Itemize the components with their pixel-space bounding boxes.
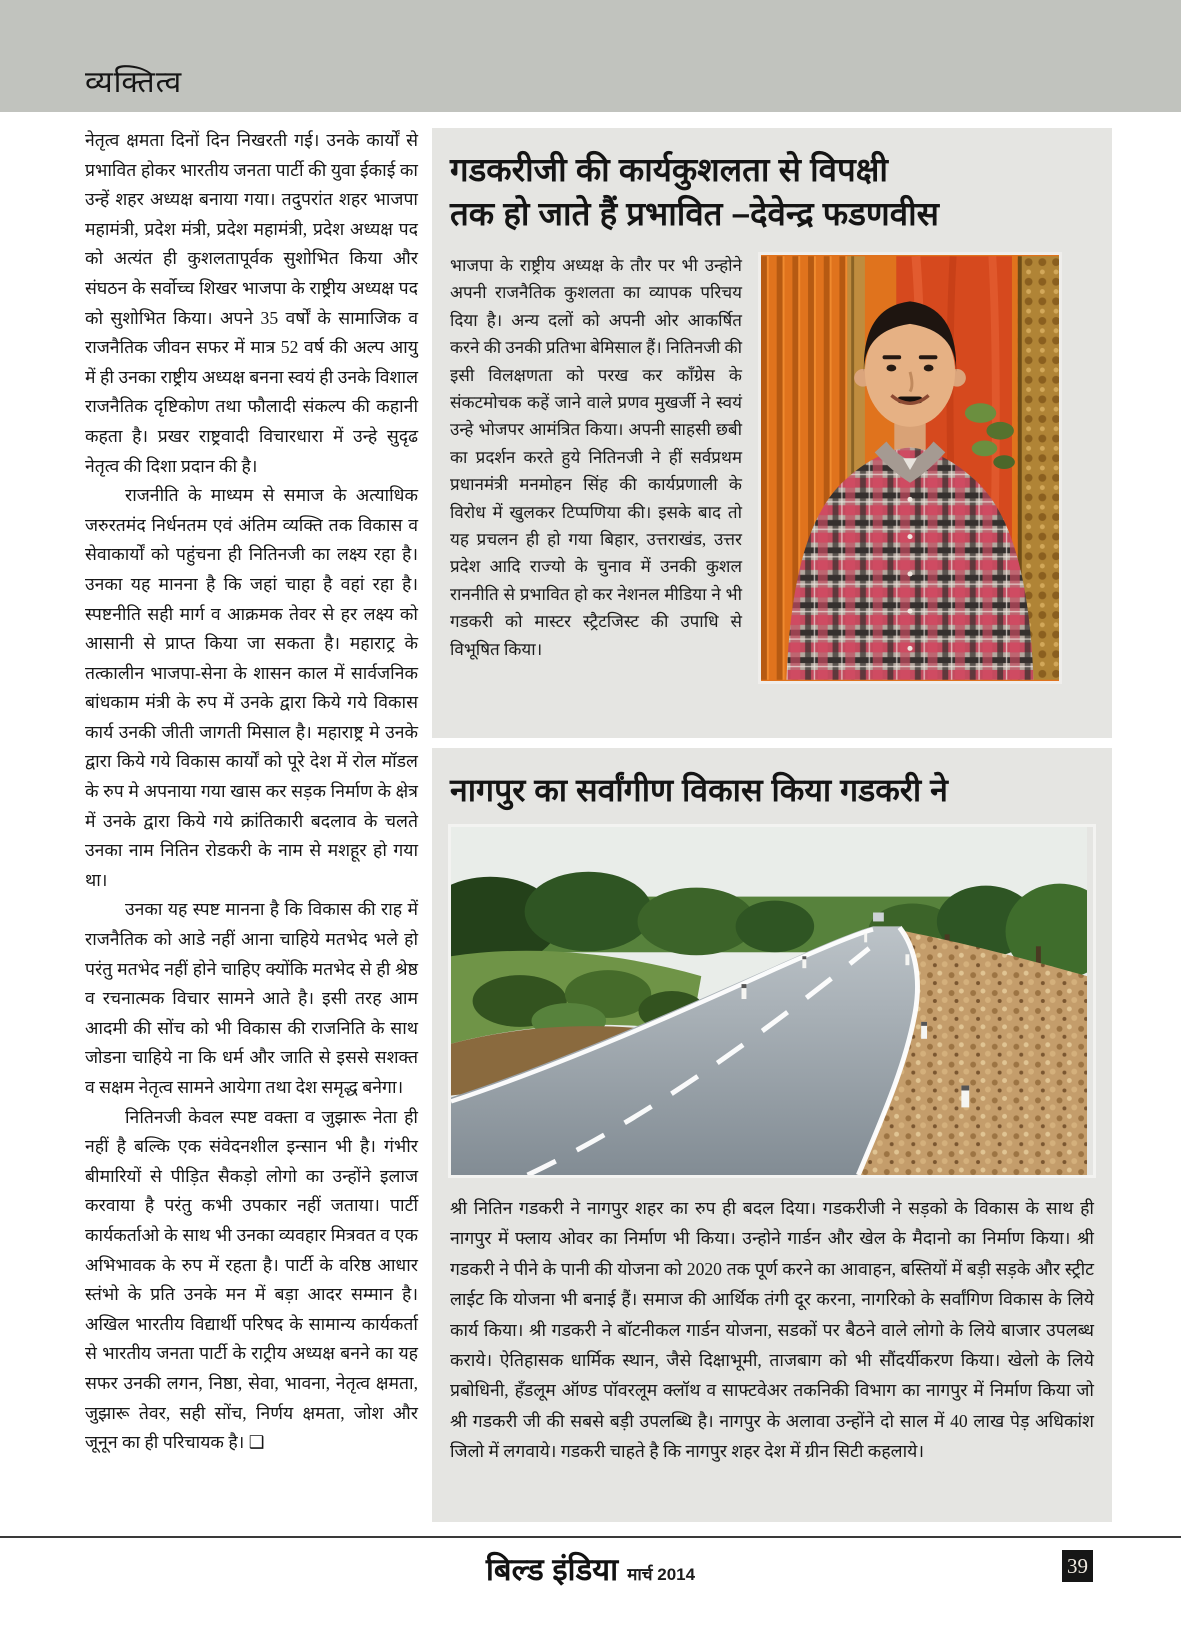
article1-body: भाजपा के राष्ट्रीय अध्यक्ष के तौर पर भी उन्होने अपनी राजनैतिक कुशलता का व्यापक परिचय दिया है। अन्य दलों को अपनी ओर आकर्षित करने की उनकी प्रतिभा बेमिसाल हैं। नितिनजी की इसी विलक्षणता को परख कर काँग्रेस के संकटमोचक कहें जाने वाले प्रणव मुखर्जी ने स्वयं उन्हे भोजपर आमंत्रित किया। अपनी साहसी छबी का प्रदर्शन करते हुये नितिनजी ने हीं सर्वप्रथम प्रधानमंत्री मनमोहन सिंह की कार्यप्रणाली के विरोध में खुलकर टिप्पणिया की। इसके बाद तो यह प्रचलन ही हो गया बिहार, उत्तराखंड, उत्तर प्रदेश आदि राज्यो के चुनाव में उनकी कुशल राननीति से प्रभावित हो कर नेशनल मीडिया ने भी गडकरी को मास्टर स्ट्रैटजिस्ट की उपाधि से विभूषित किया। <box>450 256 742 659</box>
left-paragraph: उनका यह स्पष्ट मानना है कि विकास की राह में राजनैतिक को आडे नहीं आना चाहिये मतभेद भले हो परंतु मतभेद नहीं होने चाहिए क्योंकि मतभेद से ही श्रेष्ठ व रचनात्मक विचार सामने आते है। इसी तरह आम आदमी की सोंच को भी विकास की राजनिति के साथ जोडना चाहिये ना कि धर्म और जाति से इससे सशक्त व सक्षम नेतृत्व सामने आयेगा तथा देश समृद्ध बनेगा। <box>85 899 418 1097</box>
road-photo <box>451 827 1087 1175</box>
page-number-badge: 39 <box>1062 1550 1093 1582</box>
road-photo-frame <box>448 824 1096 1178</box>
article1-panel <box>432 128 1112 738</box>
article2-headline: नागपुर का सर्वांगीण विकास किया गडकरी ने <box>450 772 948 808</box>
left-paragraph: नेतृत्व क्षमता दिनों दिन निखरती गई। उनके कार्यों से प्रभावित होकर भारतीय जनता पार्टी की युवा ईकाई का उन्हें शहर अध्यक्ष बनाया गया। तदुपरांत शहर भाजपा महामंत्री, प्रदेश मंत्री, प्रदेश महामंत्री, प्रदेश अध्यक्ष पद को अत्यंत ही कुशलतापूर्वक सुशोभित किया और संघठन के सर्वोच्च शिखर भाजपा के राष्ट्रीय अध्यक्ष पद को सुशोभित किया। अपने 35 वर्षों के सामाजिक व राजनैतिक जीवन सफर में मात्र 52 वर्ष की अल्प आयु में ही उनका राष्ट्रीय अध्यक्ष बनना स्वयं ही उनके विशाल राजनैतिक दृष्टिकोण तथा फौलादी संकल्प की कहानी कहता है। प्रखर राष्ट्रवादी विचारधारा में उन्हे सुदृढ नेतृत्व की दिशा प्रदान की है। <box>85 130 418 476</box>
left-paragraph: नितिनजी केवल स्पष्ट वक्ता व जुझारू नेता ही नहीं है बल्कि एक संवेदनशील इन्सान भी है। गंभीर बीमारियों से पीड़ित सैकड़ो लोगो का उन्होंने इलाज करवाया है परंतु कभी उपकार नहीं जताया। पार्टी कार्यकर्ताओ के साथ भी उनका व्यवहार मित्रवत व एक अभिभावक के रुप में रहता है। पार्टी के वरिष्ठ आधार स्तंभो के प्रति उनके मन में बड़ा आदर सम्मान है। अखिल भारतीय विद्यार्थी परिषद के सामान्य कार्यकर्ता से भारतीय जनता पार्टी के राट्रीय अध्यक्ष बनने का यह सफर उनकी लगन, निष्ठा, सेवा, भावना, नेतृत्व क्षमता, जुझारू तेवर, सही सोंच, निर्णय क्षमता, जोश और जूनून का ही परिचायक है। ❑ <box>85 1106 418 1453</box>
portrait-photo <box>761 255 1059 681</box>
left-paragraph: राजनीति के माध्यम से समाज के अत्याधिक जरुरतमंद निर्धनतम एवं अंतिम व्यक्ति तक विकास व सेवाकार्यों को पहुंचना ही नितिनजी का लक्ष्य रहा है। उनका यह मानना है कि जहां चाहा है वहां रहा है। स्पष्टनीति सही मार्ग व आक्रमक तेवर से हर लक्ष्य को आसानी से प्राप्त किया जा सकता है। महाराट्र के तत्कालीन भाजपा-सेना के शासन काल में सार्वजनिक बांधकाम मंत्री के रुप में उनके द्वारा किये गये विकास कार्य उनकी जीती जागती मिसाल है। महाराष्ट्र मे उनके द्वारा किये गये विकास कार्यों को पूरे देश में रोल मॉडल के रुप मे अपनाया गया खास कर सड़क निर्माण के क्षेत्र में उनके द्वारा किये गये क्रांतिकारी बदलाव के चलते उनका नाम नितिन रोडकरी के नाम से मशहूर हो गया था। <box>85 485 418 890</box>
left-column <box>85 126 418 1458</box>
article1-headline-line2: तक हो जाते हैं प्रभावित –देवेन्द्र फडणवीस <box>450 195 939 232</box>
footer <box>0 1548 1181 1590</box>
magazine-title: बिल्ड इंडिया <box>485 1552 619 1587</box>
article1-headline <box>450 148 1094 236</box>
article1-headline-line1: गडकरीजी की कार्यकुशलता से विपक्षी <box>450 151 888 188</box>
distant-vehicle <box>873 913 884 922</box>
portrait-photo-frame <box>758 252 1062 684</box>
article2-panel <box>432 748 1112 1522</box>
article2-body: श्री नितिन गडकरी ने नागपुर शहर का रुप ही बदल दिया। गडकरीजी ने सड़को के विकास के साथ ही नागपुर में फ्लाय ओवर का निर्माण भी किया। उन्होने गार्डन और खेल के मैदानो का निर्माण किया। श्री गडकरी ने पीने के पानी की योजना को 2020 तक पूर्ण करने का आवाहन, बस्तियों में बड़ी सड़के और स्ट्रीट लाईट कि योजना भी बनाई हैं। समाज की आर्थिक तंगी दूर करना, नागरिको के सर्वांगिण विकास के लिये कार्य किया। श्री गडकरी ने बॉटनीकल गार्डन योजना, सडकों पर बैठने वाले लोगो के लिये बाजार उपलब्ध कराये। ऐतिहासक धार्मिक स्थान, जैसे दिक्षाभूमी, ताजबाग को भी सौंदर्यीकरण किया। खेलो के लिये प्रबोधिनी, हँडलूम ऑण्ड पॉवरलूम क्लॉथ व साफ्टवेअर तकनिकी विभाग का नागपुर में निर्माण किया जो श्री गडकरी जी की सबसे बड़ी उपलब्धि है। नागपुर के अलावा उन्होंने दो साल में 40 लाख पेड़ अधिकांश जिलो में लगवाये। गडकरी चाहते है कि नागपुर शहर देश में ग्रीन सिटी कहलाये। <box>450 1198 1094 1462</box>
section-label: व्यक्तित्व <box>85 66 183 99</box>
footer-rule <box>0 1536 1181 1538</box>
magazine-issue: मार्च 2014 <box>627 1565 696 1584</box>
